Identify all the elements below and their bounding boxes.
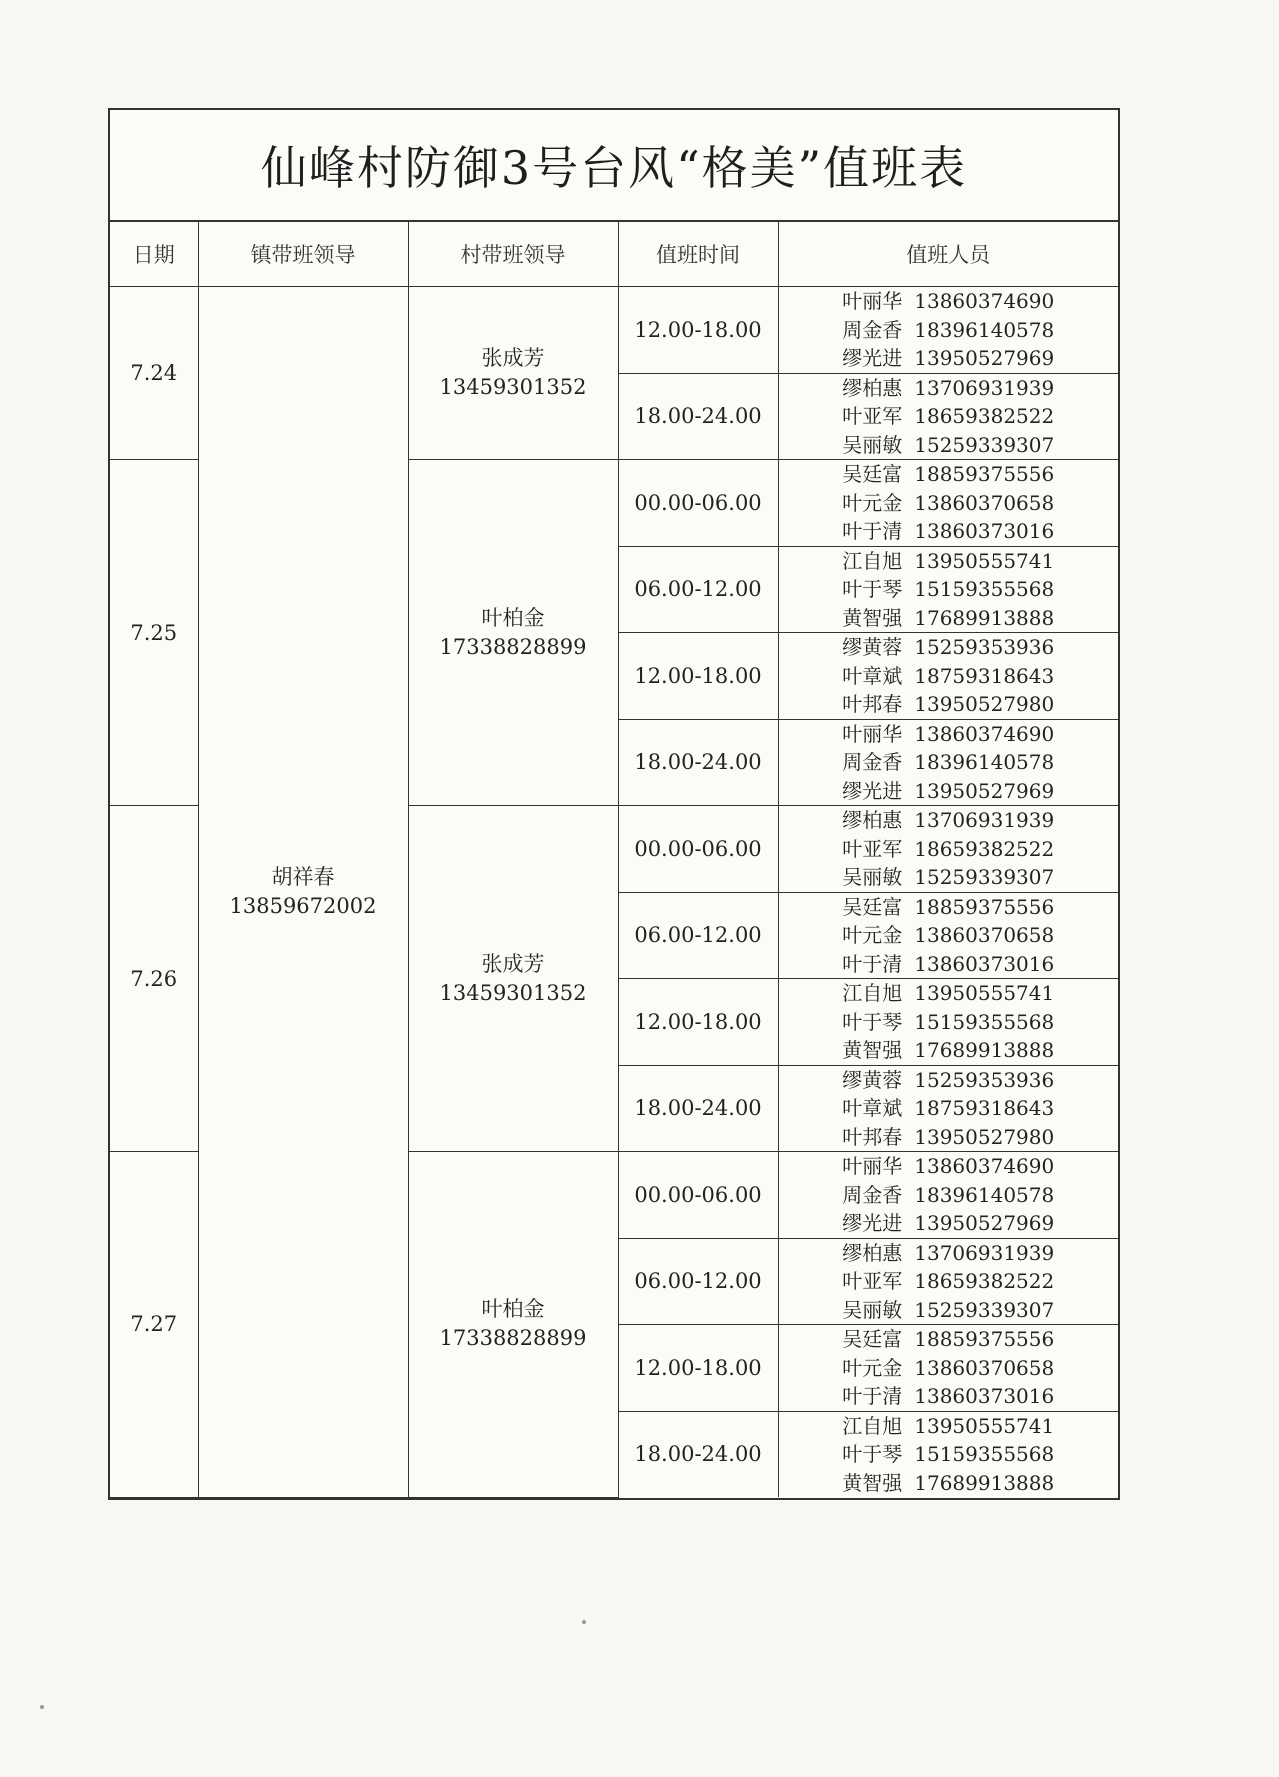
staff-cell	[778, 460, 1118, 547]
staff-name: 叶于清	[842, 1384, 903, 1408]
staff-member	[779, 720, 1119, 749]
staff-phone: 13860373016	[914, 1384, 1055, 1408]
staff-phone: 15259353936	[914, 1067, 1055, 1092]
staff-member	[779, 489, 1119, 518]
staff-phone: 17689913888	[914, 1038, 1055, 1062]
shift-time: 12.00-18.00	[618, 287, 778, 374]
staff-name: 叶元金	[842, 1355, 903, 1380]
staff-phone: 18659382522	[914, 1269, 1055, 1293]
staff-member	[779, 604, 1119, 633]
staff-member	[779, 1412, 1119, 1441]
shift-time: 00.00-06.00	[618, 806, 778, 893]
staff-member	[779, 1181, 1119, 1210]
staff-member	[779, 575, 1119, 604]
staff-cell	[778, 287, 1118, 374]
staff-member	[779, 633, 1119, 662]
staff-phone: 13860370658	[914, 1355, 1055, 1380]
village-leader-phone: 17338828899	[439, 1326, 587, 1351]
village-leader-name: 张成芳	[481, 346, 545, 370]
staff-member	[779, 748, 1119, 777]
staff-phone: 17689913888	[914, 605, 1055, 630]
staff-name: 缪柏惠	[842, 1240, 903, 1265]
staff-name: 叶丽华	[842, 289, 903, 313]
staff-name: 叶于清	[842, 951, 903, 976]
date-cell: 7.25	[110, 460, 198, 806]
scan-speck	[40, 1705, 44, 1709]
staff-name: 缪黄蓉	[842, 1067, 903, 1092]
staff-member	[779, 1036, 1119, 1065]
staff-phone: 13860370658	[914, 923, 1055, 947]
staff-name: 周金香	[842, 750, 903, 774]
staff-name: 缪柏惠	[842, 808, 903, 832]
date-cell: 7.27	[110, 1152, 198, 1498]
staff-cell	[778, 979, 1118, 1066]
staff-cell	[778, 1065, 1118, 1152]
staff-member	[779, 402, 1119, 431]
staff-name: 江自旭	[842, 981, 903, 1005]
staff-cell	[778, 719, 1118, 806]
staff-phone: 13860374690	[914, 721, 1055, 746]
staff-name: 周金香	[842, 317, 903, 342]
village-leader-cell	[408, 460, 618, 806]
staff-phone: 13860374690	[914, 1154, 1055, 1178]
staff-phone: 18859375556	[914, 1327, 1055, 1351]
staff-phone: 13706931939	[914, 375, 1055, 400]
staff-phone: 15259339307	[914, 432, 1055, 457]
staff-phone: 18759318643	[914, 1096, 1055, 1120]
staff-cell	[778, 633, 1118, 720]
staff-phone: 13950527980	[914, 1124, 1055, 1149]
staff-name: 黄智强	[842, 1038, 903, 1062]
shift-time: 12.00-18.00	[618, 979, 778, 1066]
staff-name: 叶于琴	[842, 577, 903, 601]
staff-phone: 15159355568	[914, 1009, 1055, 1034]
village-leader-cell	[408, 1152, 618, 1498]
staff-name: 叶元金	[842, 490, 903, 515]
staff-name: 缪光进	[842, 346, 903, 370]
staff-name: 叶章斌	[842, 1096, 903, 1120]
staff-member	[779, 690, 1119, 719]
village-leader-phone: 13459301352	[439, 375, 587, 399]
village-leader-name: 张成芳	[481, 951, 545, 976]
staff-member	[779, 547, 1119, 576]
staff-name: 叶亚军	[842, 404, 903, 428]
staff-name: 吴丽敏	[842, 1297, 903, 1322]
staff-phone: 13860373016	[914, 951, 1055, 976]
staff-phone: 18396140578	[914, 1182, 1055, 1207]
staff-member	[779, 777, 1119, 806]
staff-name: 缪柏惠	[842, 375, 903, 400]
staff-name: 叶亚军	[842, 1269, 903, 1293]
header-time: 值班时间	[618, 222, 778, 287]
staff-phone: 13860373016	[914, 519, 1055, 543]
staff-member	[779, 1066, 1119, 1095]
header-town-leader: 镇带班领导	[198, 222, 408, 287]
staff-name: 周金香	[842, 1182, 903, 1207]
staff-member	[779, 806, 1119, 835]
village-leader-name: 叶柏金	[481, 605, 545, 630]
staff-member	[779, 1094, 1119, 1123]
date-cell: 7.24	[110, 287, 198, 460]
staff-member	[779, 1267, 1119, 1296]
staff-member	[779, 950, 1119, 979]
staff-member	[779, 287, 1119, 316]
staff-member	[779, 662, 1119, 691]
staff-phone: 15159355568	[914, 577, 1055, 601]
staff-name: 叶邦春	[842, 692, 903, 716]
shift-time: 18.00-24.00	[618, 1411, 778, 1497]
roster-body	[110, 287, 1118, 1498]
staff-phone: 18396140578	[914, 750, 1055, 774]
staff-name: 吴丽敏	[842, 865, 903, 889]
staff-phone: 13950527969	[914, 1211, 1055, 1235]
staff-phone: 13950527980	[914, 692, 1055, 716]
staff-name: 叶丽华	[842, 1154, 903, 1178]
staff-phone: 13950527969	[914, 778, 1055, 803]
staff-cell	[778, 546, 1118, 633]
staff-name: 叶于琴	[842, 1009, 903, 1034]
staff-phone: 13706931939	[914, 1240, 1055, 1265]
staff-member	[779, 517, 1119, 546]
staff-phone: 15259339307	[914, 865, 1055, 889]
staff-phone: 15159355568	[914, 1442, 1055, 1466]
town-leader-phone: 13859672002	[229, 893, 377, 918]
staff-name: 叶元金	[842, 923, 903, 947]
staff-member	[779, 1296, 1119, 1325]
staff-member	[779, 460, 1119, 489]
staff-phone: 13950527969	[914, 346, 1055, 370]
staff-member	[779, 1239, 1119, 1268]
staff-phone: 18659382522	[914, 404, 1055, 428]
staff-cell	[778, 1152, 1118, 1239]
staff-member	[779, 1152, 1119, 1181]
staff-member	[779, 1354, 1119, 1383]
staff-phone: 13950555741	[914, 1413, 1055, 1438]
shift-time: 18.00-24.00	[618, 373, 778, 460]
staff-name: 黄智强	[842, 605, 903, 630]
shift-time: 06.00-12.00	[618, 546, 778, 633]
staff-member	[779, 431, 1119, 460]
staff-name: 叶邦春	[842, 1124, 903, 1149]
staff-cell	[778, 1238, 1118, 1325]
staff-name: 吴廷富	[842, 462, 903, 486]
shift-time: 06.00-12.00	[618, 1238, 778, 1325]
staff-name: 黄智强	[842, 1470, 903, 1495]
staff-phone: 18759318643	[914, 663, 1055, 688]
village-leader-phone: 13459301352	[439, 980, 587, 1005]
staff-cell	[778, 1325, 1118, 1412]
date-cell: 7.26	[110, 806, 198, 1152]
staff-phone: 15259353936	[914, 635, 1055, 659]
duty-roster-sheet	[108, 108, 1120, 1500]
staff-name: 叶于琴	[842, 1442, 903, 1466]
town-leader-name: 胡祥春	[271, 864, 335, 889]
header-row	[110, 222, 1118, 287]
staff-phone: 18396140578	[914, 317, 1055, 342]
staff-phone: 13860370658	[914, 490, 1055, 515]
staff-member	[779, 1440, 1119, 1469]
header-date: 日期	[110, 222, 198, 287]
page-title: 仙峰村防御3号台风“格美”值班表	[110, 110, 1118, 222]
shift-time: 18.00-24.00	[618, 1065, 778, 1152]
staff-phone: 13950555741	[914, 981, 1055, 1005]
staff-member	[779, 835, 1119, 864]
header-staff: 值班人员	[778, 222, 1118, 287]
staff-name: 叶章斌	[842, 663, 903, 688]
village-leader-phone: 17338828899	[439, 634, 587, 659]
shift-time: 12.00-18.00	[618, 1325, 778, 1412]
table-row	[110, 287, 1118, 374]
staff-name: 江自旭	[842, 1413, 903, 1438]
staff-name: 叶于清	[842, 519, 903, 543]
shift-time: 12.00-18.00	[618, 633, 778, 720]
header-village-leader: 村带班领导	[408, 222, 618, 287]
staff-cell	[778, 892, 1118, 979]
staff-name: 缪光进	[842, 778, 903, 803]
staff-name: 叶丽华	[842, 721, 903, 746]
staff-member	[779, 921, 1119, 950]
staff-name: 缪光进	[842, 1211, 903, 1235]
staff-member	[779, 344, 1119, 373]
staff-member	[779, 863, 1119, 892]
staff-member	[779, 316, 1119, 345]
staff-phone: 18859375556	[914, 462, 1055, 486]
shift-time: 00.00-06.00	[618, 460, 778, 547]
staff-name: 吴廷富	[842, 1327, 903, 1351]
village-leader-cell	[408, 287, 618, 460]
staff-phone: 13950555741	[914, 548, 1055, 573]
staff-member	[779, 1209, 1119, 1238]
staff-name: 江自旭	[842, 548, 903, 573]
village-leader-name: 叶柏金	[481, 1297, 545, 1322]
staff-member	[779, 1008, 1119, 1037]
staff-member	[779, 893, 1119, 922]
village-leader-cell	[408, 806, 618, 1152]
staff-member	[779, 1123, 1119, 1152]
staff-member	[779, 1382, 1119, 1411]
staff-phone: 15259339307	[914, 1297, 1055, 1322]
staff-member	[779, 374, 1119, 403]
staff-phone: 18659382522	[914, 836, 1055, 861]
shift-time: 18.00-24.00	[618, 719, 778, 806]
shift-time: 00.00-06.00	[618, 1152, 778, 1239]
staff-cell	[778, 806, 1118, 893]
staff-phone: 17689913888	[914, 1470, 1055, 1495]
staff-phone: 18859375556	[914, 894, 1055, 919]
staff-name: 缪黄蓉	[842, 635, 903, 659]
duty-table	[110, 222, 1118, 1498]
staff-name: 叶亚军	[842, 836, 903, 861]
staff-member	[779, 1469, 1119, 1498]
shift-time: 06.00-12.00	[618, 892, 778, 979]
staff-phone: 13706931939	[914, 808, 1055, 832]
staff-cell	[778, 373, 1118, 460]
staff-phone: 13860374690	[914, 289, 1055, 313]
staff-name: 吴丽敏	[842, 432, 903, 457]
staff-name: 吴廷富	[842, 894, 903, 919]
staff-cell	[778, 1411, 1118, 1497]
scan-speck	[582, 1620, 586, 1624]
staff-member	[779, 979, 1119, 1008]
staff-member	[779, 1325, 1119, 1354]
town-leader-cell	[198, 287, 408, 1498]
